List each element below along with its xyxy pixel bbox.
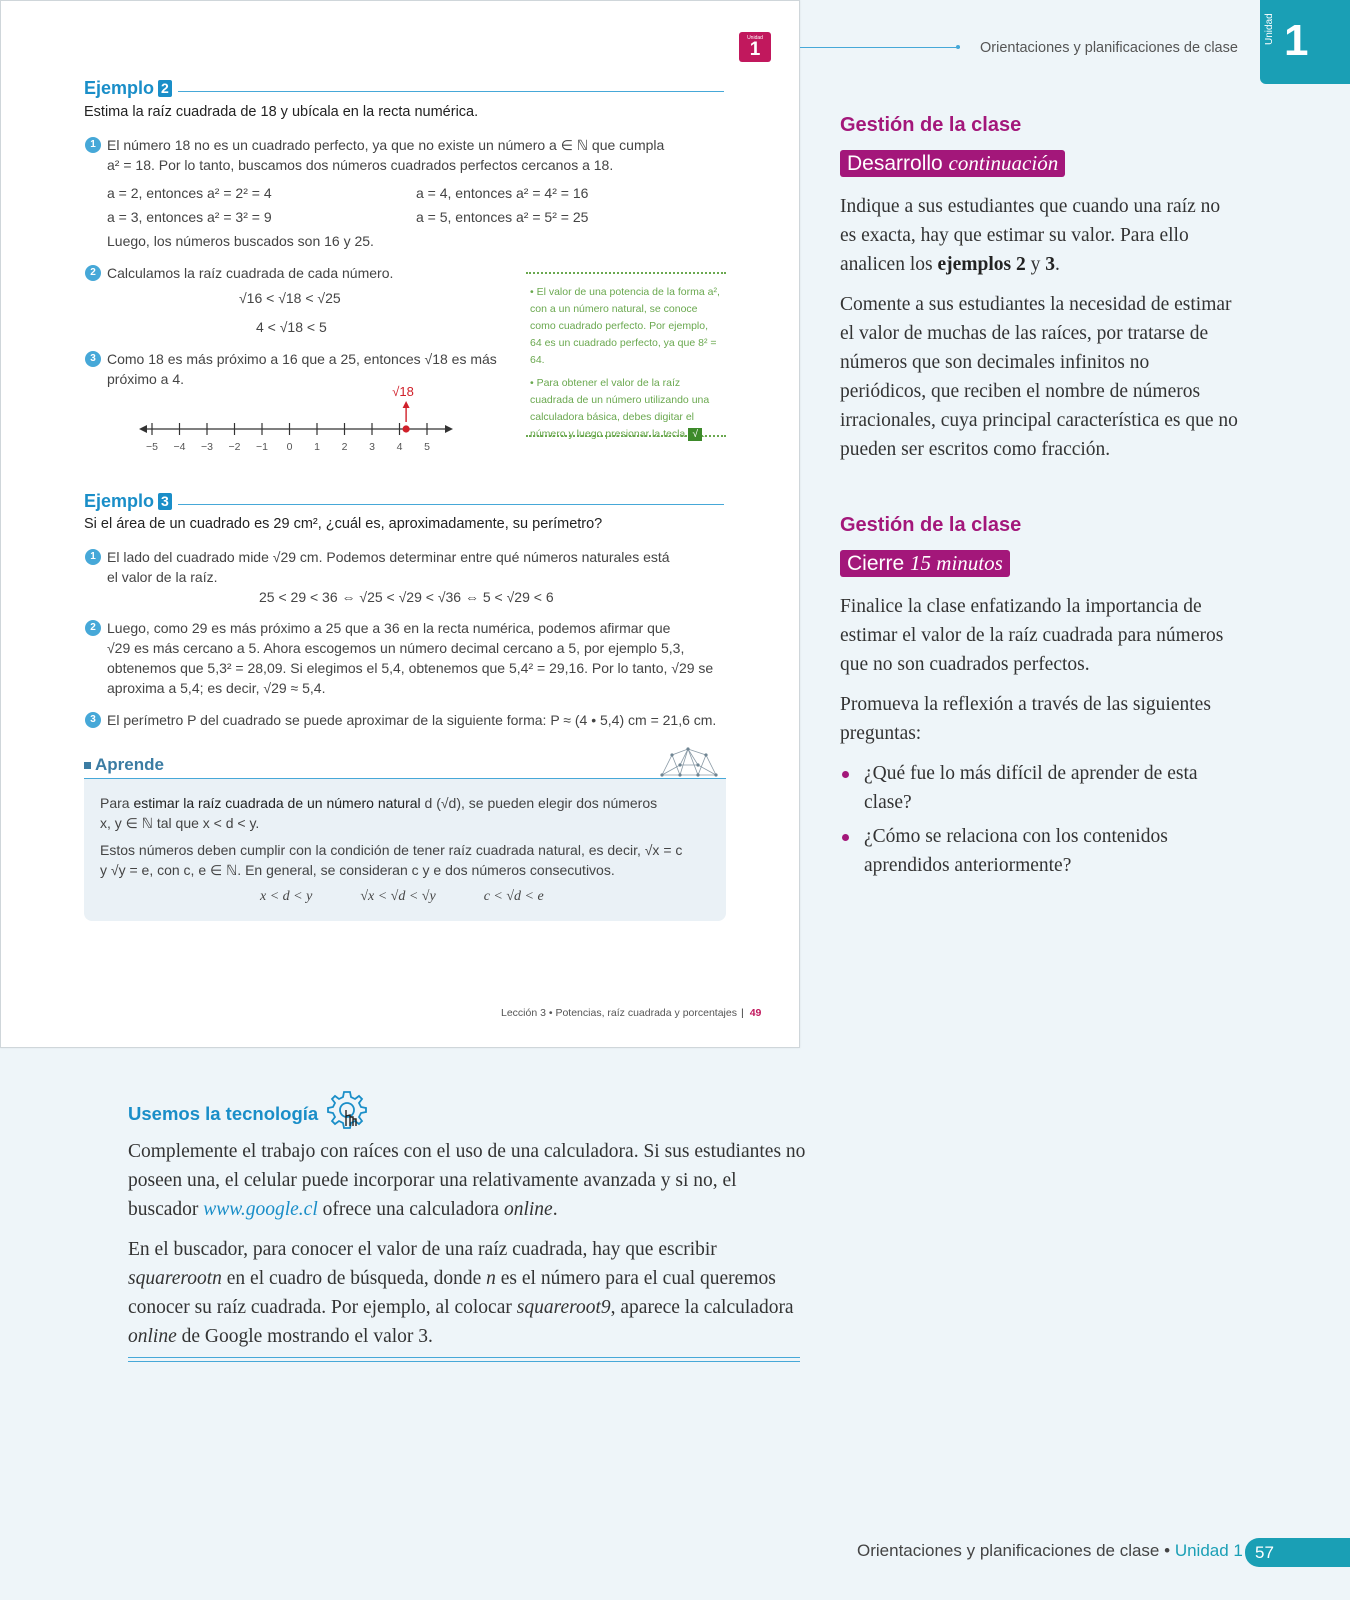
guide-paragraph-4: Promueva la reflexión a través de las siguientes preguntas:	[840, 694, 1211, 744]
ej2-eq3: a = 3, entonces a² = 3² = 9	[107, 209, 272, 225]
guide-p1-b: ejemplos 2	[937, 254, 1026, 275]
aprende-p1	[100, 793, 710, 813]
number-line-tick-label: 0	[286, 441, 293, 453]
ej2-eq1: a = 2, entonces a² = 2² = 4	[107, 185, 272, 201]
bullet-icon	[842, 834, 849, 841]
aprende-title: Aprende	[95, 755, 164, 774]
aprende-formula-2: √x < √d < √y	[360, 889, 436, 904]
ej3-step2-line3: obtenemos que 5,3² = 28,09. Si elegimos el 5,4, obtenemos que 5,4² = 29,16. Por lo tanto, √29 se	[107, 660, 714, 676]
number-line-tick-label: −3	[201, 441, 213, 453]
tech-p2-c: en el cuadro de búsqueda, donde	[221, 1268, 487, 1289]
tech-p1-c: online	[503, 1199, 553, 1220]
phase-detail: continuación	[948, 151, 1059, 175]
number-line-tick-label: −1	[256, 441, 268, 453]
student-footer-text: Lección 3 • Potencias, raíz cuadrada y porcentajes	[501, 1007, 737, 1019]
bullet-icon	[842, 771, 849, 778]
step-number-3: 3	[85, 351, 101, 367]
ejemplo3-rule	[178, 504, 724, 505]
tech-paragraph-2	[128, 1235, 808, 1351]
tech-p2-d: n	[486, 1268, 496, 1289]
number-line-tick-label: 1	[314, 441, 320, 453]
student-unit-tab	[739, 32, 771, 62]
sqrt18-marker-arrowhead	[403, 401, 410, 408]
aprende-formula-1: x < d < y	[260, 889, 313, 904]
side-note-2: • Para obtener el valor de la raíz cuadrada de un número utilizando una calculadora básica, debes digitar el número y luego presionar la tecla √ .	[530, 377, 710, 440]
ej2-step2: Calculamos la raíz cuadrada de cada número.	[107, 265, 394, 281]
student-page-footer: Lección 3 • Potencias, raíz cuadrada y porcentajes | 49	[501, 1007, 762, 1019]
side-note-1: • El valor de una potencia de la forma a², con a un número natural, se conoce como cuadrado perfecto. Por ejemplo, 64 es un cuadrado perfecto, ya que 8² = 64.	[530, 286, 720, 366]
number-line-tick-label: −2	[228, 441, 241, 453]
number-line-tick-label: 2	[341, 441, 348, 453]
side-note-1-text: El valor de una potencia de la forma a², con a un número natural, se conoce como cuadrado perfecto. Por ejemplo, 64 es un cuadrado perfecto, ya que 8² = 64.	[530, 286, 720, 366]
number-line-tick-label: 3	[369, 441, 375, 453]
number-line-tick-label: −4	[173, 441, 186, 453]
header-rule-dot	[956, 45, 960, 49]
aprende-p2-line2: y √y = e, con c, e ∈ ℕ. En general, se consideran c y e dos números consecutivos.	[100, 862, 615, 878]
ejemplo3-title: Ejemplo	[84, 491, 155, 511]
side-note-2-text: Para obtener el valor de la raíz cuadrada de un número utilizando una calculadora básica, debes digitar el número y luego presionar la tecla	[530, 377, 710, 440]
question-item	[840, 822, 1240, 880]
step-number-2: 2	[85, 620, 101, 636]
tech-p1-b: ofrece una calculadora	[317, 1199, 504, 1220]
polyhedron-icon	[658, 747, 720, 777]
tech-p2-i: de Google mostrando el valor 3.	[176, 1326, 433, 1347]
guide-p1-a: Indique a sus estudiantes que cuando una raíz no es exacta, hay que estimar su valor. Para ello analicen los	[840, 196, 1221, 275]
aprende-p1-b: estimar la raíz cuadrada de un número natural	[133, 795, 421, 811]
page-number: 57	[1245, 1538, 1350, 1567]
header-rule	[800, 47, 960, 48]
guide-paragraph-3: Finalice la clase enfatizando la importancia de estimar el valor de la raíz cuadrada para números que no son cuadrados perfectos.	[840, 596, 1224, 675]
student-unit-label: Unidad	[747, 35, 763, 41]
guide-paragraph-2: Comente a sus estudiantes la necesidad de estimar el valor de muchas de las raíces, por tratarse de números que son decimales infinitos no periódicos, que reciben el nombre de números irracionales, cuya principal característica es que no pueden ser escritos como fracción.	[840, 294, 1238, 460]
guide-p1-d: 3	[1045, 254, 1055, 275]
sqrt18-marker-label: √18	[392, 384, 414, 399]
question-text: ¿Qué fue lo más difícil de aprender de esta clase?	[864, 763, 1198, 813]
page-footer	[857, 1541, 1243, 1561]
aprende-p1-a: Para	[100, 795, 134, 811]
ej2-ineq1: √16 < √18 < √25	[239, 290, 341, 306]
footer-unit: Unidad 1	[1174, 1541, 1243, 1560]
phase-badge-desarrollo	[840, 150, 1065, 177]
ej2-ineq2: 4 < √18 < 5	[256, 319, 327, 335]
ejemplo2-title: Ejemplo	[84, 78, 155, 98]
aprende-heading	[84, 755, 726, 779]
question-item	[840, 759, 1240, 817]
tech-rule-top	[128, 1357, 800, 1358]
phase-name: Desarrollo	[847, 152, 943, 175]
google-link[interactable]: www.google.cl	[203, 1199, 318, 1220]
gestion-title-2: Gestión de la clase	[840, 514, 1022, 536]
sqrt18-point	[403, 425, 410, 432]
student-page	[0, 0, 800, 1048]
guide-paragraph-1	[840, 192, 1240, 279]
guide-p1-e: .	[1055, 254, 1060, 275]
tech-p1-d: .	[552, 1199, 558, 1220]
aprende-p1-line2: x, y ∈ ℕ tal que x < d < y.	[100, 815, 260, 831]
ejemplo2-rule	[178, 91, 724, 92]
ej3-step1-line1: El lado del cuadrado mide √29 cm. Podemos determinar entre qué números naturales está	[107, 549, 670, 565]
question-text: ¿Cómo se relaciona con los contenidos aprendidos anteriormente?	[864, 826, 1168, 876]
student-page-number: 49	[749, 1007, 762, 1019]
side-notes-box	[526, 272, 726, 440]
number-line-tick-label: 5	[424, 441, 430, 453]
tech-p2-e: es el número para el cual queremos conocer su raíz cuadrada. Por ejemplo, al colocar	[128, 1268, 776, 1318]
ejemplo2-number: 2	[158, 80, 172, 97]
step-number-2: 2	[85, 265, 101, 281]
ej2-step1-line2: a² = 18. Por lo tanto, buscamos dos números cuadrados perfectos cercanos a 18.	[107, 157, 614, 173]
tech-p2-h: online	[128, 1326, 177, 1347]
tech-p2-b: squarerootn	[128, 1268, 222, 1289]
ej2-eq2: a = 4, entonces a² = 4² = 16	[416, 185, 589, 201]
ejemplo3-heading	[84, 491, 724, 512]
step-number-1: 1	[85, 137, 101, 153]
footer-text: Orientaciones y planificaciones de clase •	[857, 1541, 1171, 1560]
unit-tab-label: Unidad	[1264, 13, 1275, 45]
ejemplo3-prompt: Si el área de un cuadrado es 29 cm², ¿cuál es, aproximadamente, su perímetro?	[84, 516, 603, 532]
aprende-p1-c: d (√d), se pueden elegir dos números	[420, 795, 658, 811]
step-number-1: 1	[85, 549, 101, 565]
ejemplo3-number: 3	[158, 493, 172, 510]
aprende-p2-line1: Estos números deben cumplir con la condición de tener raíz cuadrada natural, es decir, √x = c	[100, 842, 683, 858]
phase-detail: 15 minutos	[910, 551, 1003, 575]
ej3-step2-line4: aproxima a 5,4; es decir, √29 ≈ 5,4.	[107, 680, 326, 696]
tech-p2-f: squareroot9	[516, 1297, 611, 1318]
tech-p2-a: En el buscador, para conocer el valor de una raíz cuadrada, hay que escribir	[128, 1239, 717, 1260]
aprende-formulas	[100, 887, 710, 907]
number-line-tick-label: 4	[396, 441, 403, 453]
step-number-3: 3	[85, 712, 101, 728]
ej2-step3-line1: Como 18 es más próximo a 16 que a 25, entonces √18 es más	[107, 351, 497, 367]
aprende-square-icon	[84, 762, 91, 769]
student-unit-number: 1	[749, 39, 761, 60]
ej2-step3-line2: próximo a 4.	[107, 371, 185, 387]
phase-name: Cierre	[847, 552, 905, 575]
tech-rule-bottom	[128, 1361, 800, 1362]
ej2-step1-line1: El número 18 no es un cuadrado perfecto, ya que no existe un número a ∈ ℕ que cumpla	[107, 137, 665, 153]
ej3-step3: El perímetro P del cuadrado se puede aproximar de la siguiente forma: P ≈ (4 • 5,4) cm = 21,6 cm.	[107, 712, 717, 728]
gear-hand-icon	[325, 1088, 369, 1132]
tech-paragraph-1	[128, 1137, 808, 1224]
unit-tab-number: 1	[1284, 16, 1309, 65]
aprende-formula-3: c < √d < e	[483, 889, 544, 904]
ej2-step1-conclusion: Luego, los números buscados son 16 y 25.	[107, 233, 374, 249]
tech-p1-a: Complemente el trabajo con raíces con el uso de una calculadora. Si sus estudiantes no poseen una, el celular puede incorporar una relativamente avanzada y si no, el buscador	[128, 1141, 806, 1220]
ejemplo2-heading	[84, 78, 724, 99]
ej3-step1-eq: 25 < 29 < 36 ⇔ √25 < √29 < √36 ⇔ 5 < √29 < 6	[259, 589, 554, 605]
ej2-eq4: a = 5, entonces a² = 5² = 25	[416, 209, 589, 225]
phase-badge-cierre	[840, 550, 1010, 577]
number-line	[136, 384, 456, 459]
tech-title: Usemos la tecnología	[128, 1103, 319, 1124]
ej3-step1-line2: el valor de la raíz.	[107, 569, 218, 585]
aprende-box	[84, 779, 726, 921]
header-text: Orientaciones y planificaciones de clase	[980, 40, 1238, 56]
ejemplo2-prompt: Estima la raíz cuadrada de 18 y ubícala en la recta numérica.	[84, 104, 479, 120]
tech-p2-g: , aparece la calculadora	[610, 1297, 794, 1318]
number-line-tick-label: −5	[146, 441, 158, 453]
ej3-step2-line1: Luego, como 29 es más próximo a 25 que a 36 en la recta numérica, podemos afirmar que	[107, 620, 671, 636]
unit-tab	[1260, 0, 1350, 84]
gestion-title-1: Gestión de la clase	[840, 114, 1022, 136]
sqrt-key-icon: √	[688, 428, 702, 441]
ej3-step2-line2: √29 es más cercano a 5. Ahora escogemos un número decimal cercano a 5, por ejemplo 5,3,	[107, 640, 685, 656]
guide-p1-c: y	[1025, 254, 1046, 275]
